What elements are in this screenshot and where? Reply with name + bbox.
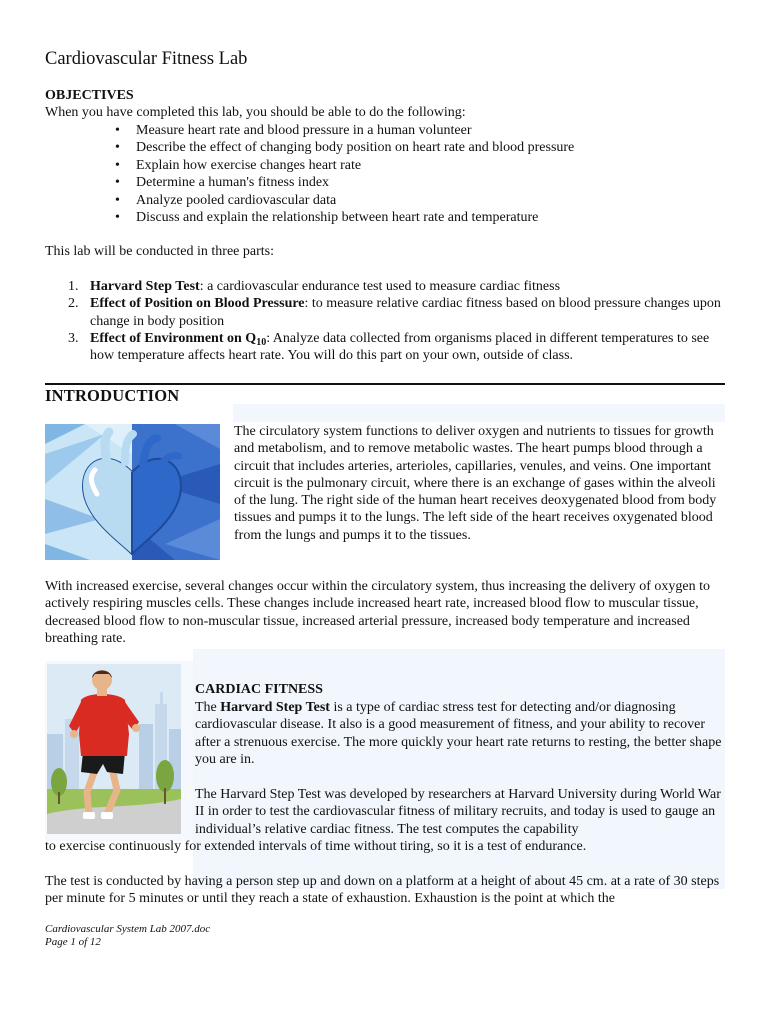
parts-list [45, 278, 730, 364]
introduction-heading: INTRODUCTION [45, 386, 180, 405]
list-item: • Analyze pooled cardiovascular data [115, 192, 574, 209]
runner-icon [47, 664, 181, 834]
list-item: • Determine a human's fitness index [115, 174, 574, 191]
page-footer [45, 923, 210, 949]
part-description: : to measure relative cardiac fitness based on blood pressure changes upon change in body position [90, 296, 721, 329]
list-number: 3. [68, 330, 79, 346]
objectives-list [115, 122, 574, 226]
part-title: Harvard Step Test [90, 279, 200, 294]
cardiac-fitness-paragraph-2: The Harvard Step Test was developed by researchers at Harvard University during World War II in order to test the cardiovascular fitness of military recruits, and today is used to gauge an individual’s relative cardiac fitness. The test computes the capability [195, 787, 721, 837]
section-divider [45, 383, 725, 385]
bold-term: Harvard Step Test [220, 700, 330, 715]
list-item: • Explain how exercise changes heart rate [115, 157, 574, 174]
footer-page-number: Page 1 of 12 [45, 936, 101, 948]
page-title: Cardiovascular Fitness Lab [45, 49, 248, 69]
list-number: 1. [68, 279, 79, 294]
heart-icon [45, 424, 220, 560]
part-title-subscript: 10 [256, 336, 267, 348]
parts-intro: This lab will be conducted in three parts: [45, 244, 274, 259]
runner-illustration [47, 664, 181, 834]
list-item: • Discuss and explain the relationship between heart rate and temperature [115, 209, 574, 226]
list-item [45, 330, 730, 365]
introduction-paragraph-2: With increased exercise, several changes occur within the circulatory system, thus increasing the delivery of oxygen to actively respiring muscles cells. These changes include increased heart rate, increased blood flow to muscular tissue, decreased blood flow to non-muscular tissue, increased arterial pressure, increased body temperature and increased breathing rate. [45, 579, 710, 646]
text-span: The [195, 700, 221, 715]
introduction-paragraph-1: The circulatory system functions to deliver oxygen and nutrients to tissues for growth and metabolism, and to remove metabolic wastes. The heart pumps blood through a circuit that includes arteries, arterioles, capillaries, venules, and veins. One important circuit is the pulmonary circuit, where there is an exchange of gases within the alveoli of the lung. The right side of the human heart receives deoxygenated blood from body tissues and pumps it to the lungs. The left side of the heart receives oxygenated blood from the lungs and pumps it to the tissues. [234, 424, 717, 543]
objectives-heading: OBJECTIVES [45, 88, 134, 103]
cardiac-fitness-heading: CARDIAC FITNESS [195, 682, 323, 697]
list-item: • Describe the effect of changing body position on heart rate and blood pressure [115, 139, 574, 156]
cardiac-fitness-paragraph-2-continued: to exercise continuously for extended intervals of time without tiring, so it is a test of endurance. [45, 839, 587, 854]
cardiac-fitness-paragraph-1 [195, 699, 723, 768]
objectives-intro: When you have completed this lab, you should be able to do the following: [45, 105, 466, 120]
text-span: is a type of cardiac stress test for detecting and/or diagnosing cardiovascular disease. It also is a good measurement of fitness, and your ability to recover after a strenuous exercise. The more quickly your heart rate returns to resting, the better shape you are in. [195, 700, 722, 767]
part-title: Effect of Position on Blood Pressure [90, 296, 305, 312]
cardiac-fitness-paragraph-3: The test is conducted by having a person step up and down on a platform at a height of about 45 cm. at a rate of 30 steps per minute for 5 minutes or until they reach a state of exhaustion. Exhaustion is the point at which the [45, 874, 720, 907]
list-item: • Measure heart rate and blood pressure in a human volunteer [115, 122, 574, 139]
heart-illustration [45, 424, 220, 560]
list-item [45, 295, 730, 330]
list-number: 2. [68, 296, 79, 312]
part-title: Effect of Environment on Q [90, 330, 257, 346]
background-tint [233, 404, 725, 422]
part-description: : Analyze data collected from organisms placed in different temperatures to see how temperature affects heart rate. You will do this part on your own, outside of class. [90, 330, 710, 364]
part-description: : a cardiovascular endurance test used to measure cardiac fitness [199, 279, 561, 294]
list-item [45, 278, 730, 295]
footer-filename: Cardiovascular System Lab 2007.doc [45, 923, 211, 935]
